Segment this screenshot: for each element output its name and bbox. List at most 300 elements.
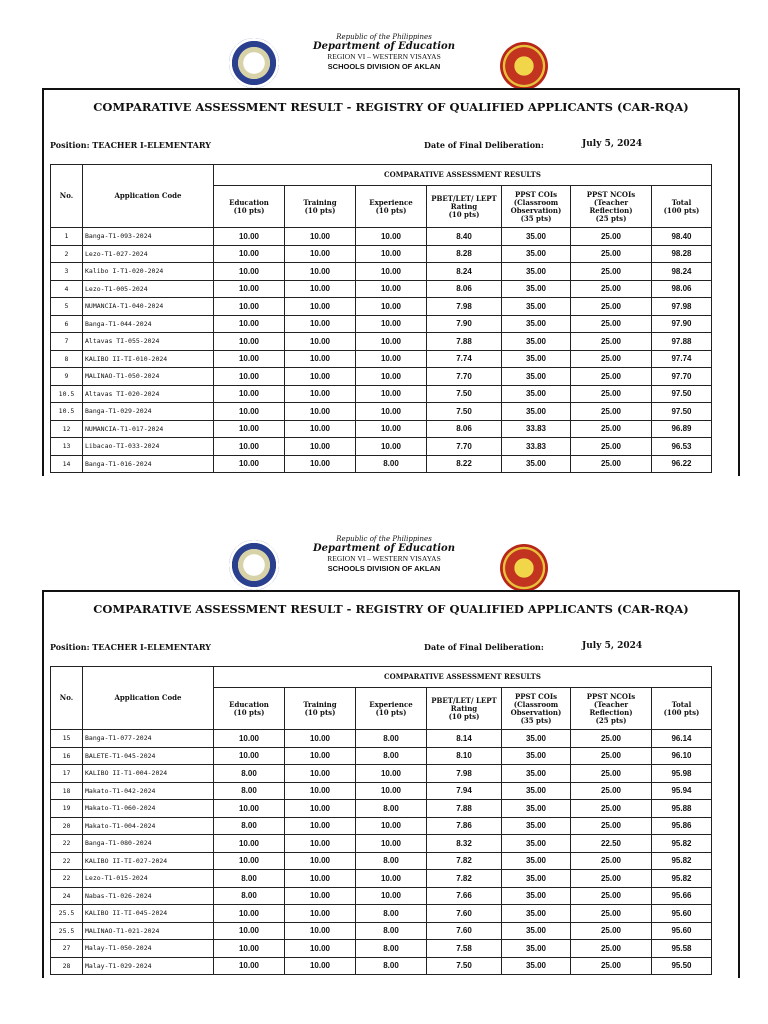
application-code: Makato-T1-042-2024 xyxy=(83,782,214,800)
application-code: Lezo-T1-015-2024 xyxy=(83,870,214,888)
row-no: 6 xyxy=(51,315,83,333)
coi-score: 35.00 xyxy=(502,403,571,421)
experience-score: 8.00 xyxy=(356,730,427,748)
letterhead-text xyxy=(284,32,484,72)
total-score: 95.66 xyxy=(652,887,712,905)
row-no: 22 xyxy=(51,835,83,853)
table-row xyxy=(51,730,712,748)
training-score: 10.00 xyxy=(285,228,356,246)
education-score: 10.00 xyxy=(214,455,285,473)
row-no: 5 xyxy=(51,298,83,316)
col-ncoi: PPST NCOIs (Teacher Reflection) (25 pts) xyxy=(571,186,652,228)
region-label: REGION VI – WESTERN VISAYAS xyxy=(327,554,441,563)
deliberation-date: July 5, 2024 xyxy=(582,139,643,149)
total-score: 95.58 xyxy=(652,940,712,958)
application-code: Banga-T1-044-2024 xyxy=(83,315,214,333)
coi-score: 35.00 xyxy=(502,905,571,923)
pbet-rating: 7.74 xyxy=(427,350,502,368)
letterhead-text xyxy=(284,534,484,574)
coi-score: 35.00 xyxy=(502,280,571,298)
col-training: Training (10 pts) xyxy=(285,186,356,228)
training-score: 10.00 xyxy=(285,280,356,298)
results-table xyxy=(50,164,712,473)
coi-score: 35.00 xyxy=(502,228,571,246)
table-row xyxy=(51,835,712,853)
experience-score: 10.00 xyxy=(356,280,427,298)
experience-score: 10.00 xyxy=(356,870,427,888)
pbet-rating: 7.88 xyxy=(427,333,502,351)
ncoi-score: 25.00 xyxy=(571,817,652,835)
ncoi-score: 25.00 xyxy=(571,905,652,923)
col-total: Total (100 pts) xyxy=(652,186,712,228)
col-total: Total (100 pts) xyxy=(652,688,712,730)
education-score: 8.00 xyxy=(214,870,285,888)
ncoi-score: 25.00 xyxy=(571,782,652,800)
ncoi-score: 25.00 xyxy=(571,403,652,421)
education-score: 10.00 xyxy=(214,245,285,263)
application-code: Nabas-T1-026-2024 xyxy=(83,887,214,905)
training-score: 10.00 xyxy=(285,298,356,316)
application-code: Malay-T1-050-2024 xyxy=(83,940,214,958)
table-row xyxy=(51,420,712,438)
experience-score: 8.00 xyxy=(356,455,427,473)
application-code: Libacao-TI-033-2024 xyxy=(83,438,214,456)
education-score: 10.00 xyxy=(214,420,285,438)
application-code: KALIBO II-T1-004-2024 xyxy=(83,765,214,783)
coi-score: 35.00 xyxy=(502,455,571,473)
coi-score: 35.00 xyxy=(502,922,571,940)
education-score: 10.00 xyxy=(214,438,285,456)
total-score: 96.14 xyxy=(652,730,712,748)
application-code: Banga-T1-016-2024 xyxy=(83,455,214,473)
registry-frame xyxy=(42,88,740,476)
ncoi-score: 25.00 xyxy=(571,368,652,386)
row-no: 13 xyxy=(51,438,83,456)
coi-score: 35.00 xyxy=(502,350,571,368)
division-label: SCHOOLS DIVISION OF AKLAN xyxy=(327,564,441,573)
table-row xyxy=(51,782,712,800)
total-score: 95.88 xyxy=(652,800,712,818)
row-no: 10.5 xyxy=(51,385,83,403)
ncoi-score: 25.00 xyxy=(571,922,652,940)
application-code: MALINAO-T1-021-2024 xyxy=(83,922,214,940)
training-score: 10.00 xyxy=(285,315,356,333)
experience-score: 8.00 xyxy=(356,957,427,975)
application-code: Makato-T1-004-2024 xyxy=(83,817,214,835)
results-body xyxy=(51,730,712,975)
division-seal-icon xyxy=(500,42,548,90)
training-score: 10.00 xyxy=(285,747,356,765)
pbet-rating: 8.06 xyxy=(427,280,502,298)
training-score: 10.00 xyxy=(285,835,356,853)
pbet-rating: 8.24 xyxy=(427,263,502,281)
education-score: 8.00 xyxy=(214,782,285,800)
total-score: 95.94 xyxy=(652,782,712,800)
document-page-2 xyxy=(0,530,768,971)
coi-score: 35.00 xyxy=(502,385,571,403)
training-score: 10.00 xyxy=(285,765,356,783)
table-row xyxy=(51,800,712,818)
education-score: 8.00 xyxy=(214,817,285,835)
training-score: 10.00 xyxy=(285,730,356,748)
education-score: 10.00 xyxy=(214,333,285,351)
col-education: Education (10 pts) xyxy=(214,688,285,730)
pbet-rating: 7.82 xyxy=(427,870,502,888)
ncoi-score: 25.00 xyxy=(571,280,652,298)
col-coi: PPST COIs (Classroom Observation) (35 pts) xyxy=(502,688,571,730)
ncoi-score: 25.00 xyxy=(571,315,652,333)
application-code: Altavas TI-055-2024 xyxy=(83,333,214,351)
coi-score: 35.00 xyxy=(502,730,571,748)
coi-score: 35.00 xyxy=(502,245,571,263)
total-score: 95.98 xyxy=(652,765,712,783)
application-code: Lezo-T1-027-2024 xyxy=(83,245,214,263)
total-score: 95.60 xyxy=(652,922,712,940)
experience-score: 8.00 xyxy=(356,905,427,923)
table-row xyxy=(51,315,712,333)
total-score: 95.50 xyxy=(652,957,712,975)
col-code: Application Code xyxy=(83,165,214,228)
training-score: 10.00 xyxy=(285,403,356,421)
deliberation-label: Date of Final Deliberation: xyxy=(424,140,544,150)
ncoi-score: 25.00 xyxy=(571,420,652,438)
row-no: 15 xyxy=(51,730,83,748)
ncoi-score: 25.00 xyxy=(571,800,652,818)
education-score: 10.00 xyxy=(214,747,285,765)
row-no: 17 xyxy=(51,765,83,783)
registry-frame xyxy=(42,590,740,978)
table-row xyxy=(51,747,712,765)
row-no: 27 xyxy=(51,940,83,958)
application-code: KALIBO II-TI-027-2024 xyxy=(83,852,214,870)
experience-score: 10.00 xyxy=(356,350,427,368)
table-row xyxy=(51,263,712,281)
row-no: 2 xyxy=(51,245,83,263)
training-score: 10.00 xyxy=(285,782,356,800)
coi-score: 35.00 xyxy=(502,887,571,905)
table-row xyxy=(51,922,712,940)
education-score: 10.00 xyxy=(214,280,285,298)
row-no: 25.5 xyxy=(51,922,83,940)
position-label: Position: TEACHER I-ELEMENTARY xyxy=(50,140,212,150)
col-group: COMPARATIVE ASSESSMENT RESULTS xyxy=(214,667,712,688)
application-code: KALIBO II-TI-045-2024 xyxy=(83,905,214,923)
region-label: REGION VI – WESTERN VISAYAS xyxy=(327,52,441,61)
col-pbet: PBET/LET/ LEPT Rating (10 pts) xyxy=(427,186,502,228)
pbet-rating: 7.70 xyxy=(427,438,502,456)
coi-score: 35.00 xyxy=(502,782,571,800)
experience-score: 8.00 xyxy=(356,922,427,940)
coi-score: 35.00 xyxy=(502,368,571,386)
total-score: 97.50 xyxy=(652,385,712,403)
results-body xyxy=(51,228,712,473)
row-no: 18 xyxy=(51,782,83,800)
education-score: 10.00 xyxy=(214,800,285,818)
row-no: 24 xyxy=(51,887,83,905)
training-score: 10.00 xyxy=(285,905,356,923)
education-score: 10.00 xyxy=(214,403,285,421)
coi-score: 35.00 xyxy=(502,800,571,818)
training-score: 10.00 xyxy=(285,852,356,870)
application-code: Malay-T1-029-2024 xyxy=(83,957,214,975)
coi-score: 35.00 xyxy=(502,333,571,351)
experience-score: 10.00 xyxy=(356,385,427,403)
row-no: 8 xyxy=(51,350,83,368)
total-score: 95.82 xyxy=(652,852,712,870)
pbet-rating: 7.70 xyxy=(427,368,502,386)
total-score: 98.40 xyxy=(652,228,712,246)
education-score: 10.00 xyxy=(214,385,285,403)
ncoi-score: 25.00 xyxy=(571,765,652,783)
total-score: 96.53 xyxy=(652,438,712,456)
training-score: 10.00 xyxy=(285,438,356,456)
application-code: MALINAO-T1-050-2024 xyxy=(83,368,214,386)
education-score: 10.00 xyxy=(214,730,285,748)
republic-label: Republic of the Philippines xyxy=(336,535,432,543)
col-group: COMPARATIVE ASSESSMENT RESULTS xyxy=(214,165,712,186)
row-no: 28 xyxy=(51,957,83,975)
coi-score: 35.00 xyxy=(502,765,571,783)
experience-score: 10.00 xyxy=(356,228,427,246)
table-row xyxy=(51,852,712,870)
application-code: Altavas TI-020-2024 xyxy=(83,385,214,403)
experience-score: 10.00 xyxy=(356,368,427,386)
training-score: 10.00 xyxy=(285,333,356,351)
ncoi-score: 25.00 xyxy=(571,298,652,316)
pbet-rating: 7.98 xyxy=(427,765,502,783)
registry-title: COMPARATIVE ASSESSMENT RESULT - REGISTRY OF QUALIFIED APPLICANTS (CAR-RQA) xyxy=(93,602,689,616)
ncoi-score: 25.00 xyxy=(571,245,652,263)
coi-score: 35.00 xyxy=(502,315,571,333)
training-score: 10.00 xyxy=(285,817,356,835)
col-pbet: PBET/LET/ LEPT Rating (10 pts) xyxy=(427,688,502,730)
pbet-rating: 7.90 xyxy=(427,315,502,333)
coi-score: 33.83 xyxy=(502,420,571,438)
training-score: 10.00 xyxy=(285,887,356,905)
row-no: 9 xyxy=(51,368,83,386)
education-score: 10.00 xyxy=(214,852,285,870)
education-score: 8.00 xyxy=(214,765,285,783)
experience-score: 10.00 xyxy=(356,403,427,421)
experience-score: 10.00 xyxy=(356,333,427,351)
experience-score: 10.00 xyxy=(356,765,427,783)
table-row xyxy=(51,298,712,316)
deliberation-date: July 5, 2024 xyxy=(582,641,643,651)
table-row xyxy=(51,438,712,456)
coi-score: 35.00 xyxy=(502,747,571,765)
pbet-rating: 7.86 xyxy=(427,817,502,835)
training-score: 10.00 xyxy=(285,870,356,888)
table-row xyxy=(51,887,712,905)
row-no: 10.5 xyxy=(51,403,83,421)
row-no: 14 xyxy=(51,455,83,473)
row-no: 22 xyxy=(51,870,83,888)
pbet-rating: 7.50 xyxy=(427,403,502,421)
pbet-rating: 8.32 xyxy=(427,835,502,853)
experience-score: 8.00 xyxy=(356,852,427,870)
education-score: 10.00 xyxy=(214,350,285,368)
education-score: 10.00 xyxy=(214,957,285,975)
department-label: Department of Education xyxy=(313,543,455,554)
results-table xyxy=(50,666,712,975)
ncoi-score: 25.00 xyxy=(571,228,652,246)
experience-score: 10.00 xyxy=(356,887,427,905)
deped-seal-icon xyxy=(229,540,279,590)
table-row xyxy=(51,385,712,403)
pbet-rating: 7.88 xyxy=(427,800,502,818)
row-no: 1 xyxy=(51,228,83,246)
table-row xyxy=(51,905,712,923)
table-row xyxy=(51,350,712,368)
coi-score: 35.00 xyxy=(502,263,571,281)
application-code: KALIBO II-TI-010-2024 xyxy=(83,350,214,368)
pbet-rating: 7.82 xyxy=(427,852,502,870)
pbet-rating: 8.22 xyxy=(427,455,502,473)
col-no: No. xyxy=(51,165,83,228)
application-code: Kalibo I-T1-020-2024 xyxy=(83,263,214,281)
training-score: 10.00 xyxy=(285,922,356,940)
republic-label: Republic of the Philippines xyxy=(336,33,432,41)
application-code: NUMANCIA-T1-040-2024 xyxy=(83,298,214,316)
table-row xyxy=(51,228,712,246)
total-score: 96.10 xyxy=(652,747,712,765)
table-row xyxy=(51,403,712,421)
education-score: 10.00 xyxy=(214,835,285,853)
experience-score: 8.00 xyxy=(356,747,427,765)
experience-score: 10.00 xyxy=(356,245,427,263)
pbet-rating: 8.40 xyxy=(427,228,502,246)
pbet-rating: 7.50 xyxy=(427,385,502,403)
training-score: 10.00 xyxy=(285,245,356,263)
application-code: Makato-T1-060-2024 xyxy=(83,800,214,818)
col-experience: Experience (10 pts) xyxy=(356,186,427,228)
experience-score: 10.00 xyxy=(356,438,427,456)
experience-score: 10.00 xyxy=(356,835,427,853)
coi-score: 35.00 xyxy=(502,298,571,316)
pbet-rating: 8.14 xyxy=(427,730,502,748)
total-score: 95.82 xyxy=(652,870,712,888)
ncoi-score: 25.00 xyxy=(571,940,652,958)
registry-title: COMPARATIVE ASSESSMENT RESULT - REGISTRY OF QUALIFIED APPLICANTS (CAR-RQA) xyxy=(93,100,689,114)
col-ncoi: PPST NCOIs (Teacher Reflection) (25 pts) xyxy=(571,688,652,730)
pbet-rating: 8.10 xyxy=(427,747,502,765)
col-no: No. xyxy=(51,667,83,730)
pbet-rating: 7.58 xyxy=(427,940,502,958)
experience-score: 10.00 xyxy=(356,420,427,438)
total-score: 97.90 xyxy=(652,315,712,333)
total-score: 98.06 xyxy=(652,280,712,298)
education-score: 10.00 xyxy=(214,922,285,940)
table-row xyxy=(51,333,712,351)
col-code: Application Code xyxy=(83,667,214,730)
coi-score: 35.00 xyxy=(502,957,571,975)
coi-score: 35.00 xyxy=(502,817,571,835)
col-training: Training (10 pts) xyxy=(285,688,356,730)
total-score: 97.74 xyxy=(652,350,712,368)
pbet-rating: 8.28 xyxy=(427,245,502,263)
total-score: 98.24 xyxy=(652,263,712,281)
experience-score: 10.00 xyxy=(356,298,427,316)
division-seal-icon xyxy=(500,544,548,592)
experience-score: 8.00 xyxy=(356,940,427,958)
total-score: 97.70 xyxy=(652,368,712,386)
training-score: 10.00 xyxy=(285,368,356,386)
coi-score: 35.00 xyxy=(502,852,571,870)
ncoi-score: 25.00 xyxy=(571,870,652,888)
table-row xyxy=(51,817,712,835)
table-row xyxy=(51,957,712,975)
total-score: 97.50 xyxy=(652,403,712,421)
document-page-1 xyxy=(0,28,768,469)
ncoi-score: 25.00 xyxy=(571,263,652,281)
pbet-rating: 7.60 xyxy=(427,922,502,940)
application-code: BALETE-T1-045-2024 xyxy=(83,747,214,765)
training-score: 10.00 xyxy=(285,420,356,438)
deliberation-label: Date of Final Deliberation: xyxy=(424,642,544,652)
application-code: NUMANCIA-T1-017-2024 xyxy=(83,420,214,438)
experience-score: 8.00 xyxy=(356,800,427,818)
coi-score: 35.00 xyxy=(502,835,571,853)
application-code: Banga-T1-077-2024 xyxy=(83,730,214,748)
ncoi-score: 25.00 xyxy=(571,333,652,351)
letterhead xyxy=(0,28,768,84)
training-score: 10.00 xyxy=(285,455,356,473)
application-code: Banga-T1-093-2024 xyxy=(83,228,214,246)
experience-score: 10.00 xyxy=(356,263,427,281)
training-score: 10.00 xyxy=(285,800,356,818)
position-label: Position: TEACHER I-ELEMENTARY xyxy=(50,642,212,652)
total-score: 96.89 xyxy=(652,420,712,438)
row-no: 22 xyxy=(51,852,83,870)
ncoi-score: 25.00 xyxy=(571,747,652,765)
training-score: 10.00 xyxy=(285,957,356,975)
table-row xyxy=(51,765,712,783)
col-education: Education (10 pts) xyxy=(214,186,285,228)
training-score: 10.00 xyxy=(285,940,356,958)
row-no: 3 xyxy=(51,263,83,281)
row-no: 19 xyxy=(51,800,83,818)
row-no: 7 xyxy=(51,333,83,351)
coi-score: 35.00 xyxy=(502,870,571,888)
application-code: Banga-T1-029-2024 xyxy=(83,403,214,421)
application-code: Lezo-T1-005-2024 xyxy=(83,280,214,298)
total-score: 95.86 xyxy=(652,817,712,835)
row-no: 20 xyxy=(51,817,83,835)
total-score: 98.28 xyxy=(652,245,712,263)
pbet-rating: 8.06 xyxy=(427,420,502,438)
table-row xyxy=(51,368,712,386)
department-label: Department of Education xyxy=(313,41,455,52)
total-score: 97.88 xyxy=(652,333,712,351)
deped-seal-icon xyxy=(229,38,279,88)
table-row xyxy=(51,870,712,888)
ncoi-score: 25.00 xyxy=(571,350,652,368)
experience-score: 10.00 xyxy=(356,315,427,333)
ncoi-score: 25.00 xyxy=(571,455,652,473)
ncoi-score: 25.00 xyxy=(571,438,652,456)
total-score: 97.98 xyxy=(652,298,712,316)
col-experience: Experience (10 pts) xyxy=(356,688,427,730)
ncoi-score: 22.50 xyxy=(571,835,652,853)
education-score: 10.00 xyxy=(214,263,285,281)
training-score: 10.00 xyxy=(285,350,356,368)
total-score: 95.60 xyxy=(652,905,712,923)
pbet-rating: 7.94 xyxy=(427,782,502,800)
education-score: 10.00 xyxy=(214,298,285,316)
training-score: 10.00 xyxy=(285,263,356,281)
pbet-rating: 7.66 xyxy=(427,887,502,905)
pbet-rating: 7.60 xyxy=(427,905,502,923)
